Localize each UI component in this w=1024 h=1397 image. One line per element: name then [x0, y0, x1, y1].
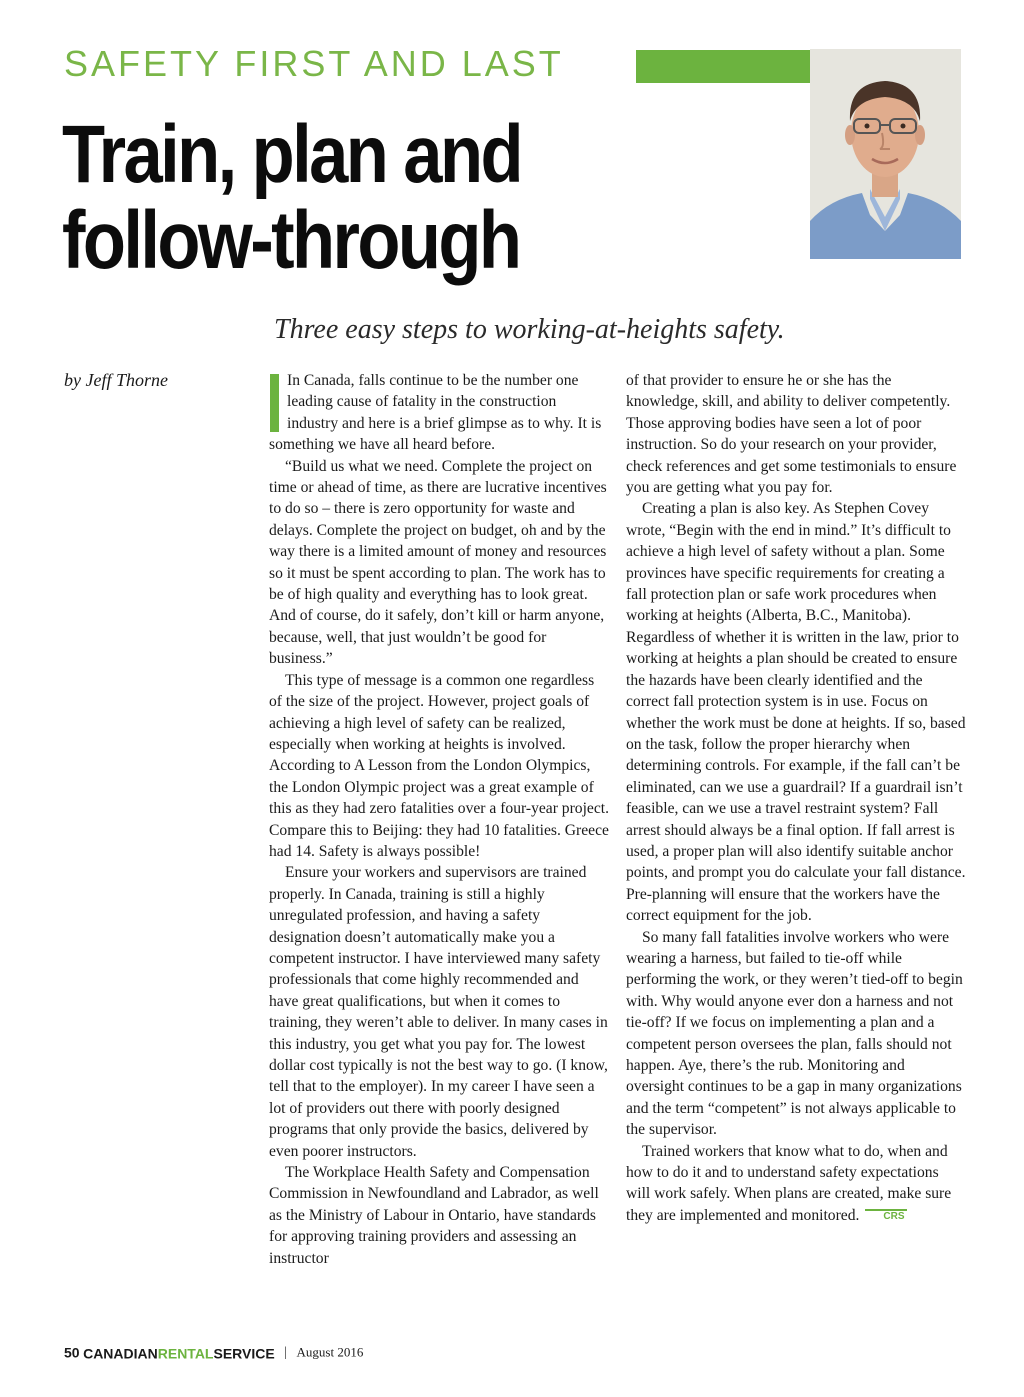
section-label: SAFETY FIRST AND LAST	[64, 43, 564, 84]
page-footer	[64, 1342, 363, 1362]
headline-line-2: follow-through	[62, 195, 520, 286]
article-paragraph: Ensure your workers and supervisors are trained properly. In Canada, training is still a highly unregulated profession, and having a safety designation doesn’t automatically make you a competent instructor. I have interviewed many safety professionals that come highly recommended and have great qualifications, but when it comes to training, they weren’t able to deliver. In many cases in this industry, you get what you pay for. The lowest dollar cost typically is not the best way to go. (I know, tell that to the employer). In my career I have seen a lot of providers out there with poorly designed programs that only provide the basics, delivered by even poorer instructors.	[269, 864, 608, 1160]
section-header	[64, 44, 810, 84]
brand-part-3: SERVICE	[213, 1345, 275, 1362]
paragraph-text: In Canada, falls continue to be the number one leading cause of fatality in the construction industry and here is a brief glimpse as to why. It is something we have all heard before.	[269, 372, 602, 454]
brand-part-1: CANADIAN	[83, 1345, 158, 1362]
author-portrait-illustration	[810, 49, 961, 259]
section-accent-bar	[636, 50, 810, 83]
headline-line-1: Train, plan and	[62, 109, 521, 200]
issue-date: August 2016	[296, 1344, 364, 1360]
article-paragraph: The Workplace Health Safety and Compensation Commission in Newfoundland and Labrador, as well as the Ministry of Labour in Ontario, have standards for approving training providers and assessing an instructor	[269, 1164, 599, 1267]
publication-name	[83, 1344, 275, 1360]
paragraph-text: Trained workers that know what to do, when and how to do it and to understand safety expectations will work safely. When plans are created, make sure they are implemented and monitored.	[626, 1142, 952, 1224]
drop-cap-bar	[270, 374, 279, 432]
page-number: 50	[64, 1344, 80, 1361]
article-paragraph: This type of message is a common one regardless of the size of the project. However, project goals of achieving a high level of safety can be realized, especially when working at heights is involved. According to A Lesson from the London Olympics, the London Olympic project was a great example of this as they had zero fatalities over a four-year project. Compare this to Beijing: they had 10 fatalities. Greece had 14. Safety is always possible!	[269, 671, 610, 860]
author-byline: by Jeff Thorne	[64, 370, 168, 390]
footer-separator: |	[284, 1344, 288, 1360]
article-column-2	[626, 370, 966, 1226]
article-paragraph: “Build us what we need. Complete the project on time or ahead of time, as there are lucrative incentives to do so – there is zero opportunity for waste and delays. Complete the project on budget, oh and by the way there is a limited amount of money and resources so it must be spent according to plan. The work has to be of high quality and everything has to look great. And of course, do it safely, don’t kill or harm anyone, because, well, that just wouldn’t be good for business.”	[269, 457, 607, 668]
article-paragraph: Creating a plan is also key. As Stephen Covey wrote, “Begin with the end in mind.” It’s difficult to achieve a high level of safety without a plan. Some provinces have specific requirements for creating a fall protection plan or safe work procedures when working at heights (Alberta, B.C., Manitoba). Regardless of whether it is written in the law, prior to working at heights a plan should be created to ensure the hazards have been clearly identified and the correct fall protection system is in use. Focus on whether the work must be done at heights. If so, based on the task, follow the proper hierarchy when determining controls. For example, if the fall can’t be eliminated, can we use a guardrail? If a guardrail isn’t feasible, can we use a travel restraint system? Fall arrest should always be a final option. If fall arrest is used, a proper plan will also identify suitable anchor points, and prompt you do calculate your fall distance. Pre-planning will ensure that the workers have the correct equipment for the job.	[626, 500, 966, 925]
article-paragraph	[626, 1141, 966, 1227]
article-headline	[62, 109, 521, 286]
article-paragraph	[269, 370, 609, 456]
end-of-article-mark: CRS	[865, 1209, 906, 1223]
article-column-1	[269, 370, 609, 1269]
author-headshot-photo	[810, 49, 961, 259]
article-paragraph: So many fall fatalities involve workers who were wearing a harness, but failed to tie-off while performing the work, or they weren’t tied-off to begin with. Why would anyone ever don a harness and not tie-off? If we focus on implementing a plan and a competent person oversees the plan, falls should not happen. Aye, there’s the rub. Monitoring and oversight continues to be a gap in many organizations and the term “competent” is not always applicable to the supervisor.	[626, 928, 963, 1139]
article-deck: Three easy steps to working-at-heights safety.	[274, 314, 785, 345]
brand-part-2: RENTAL	[157, 1345, 214, 1362]
article-paragraph: of that provider to ensure he or she has the knowledge, skill, and ability to deliver competently. Those approving bodies have seen a lot of poor instruction. So do your research on your provider, check references and get some testimonials to ensure you are getting what you pay for.	[626, 372, 957, 497]
